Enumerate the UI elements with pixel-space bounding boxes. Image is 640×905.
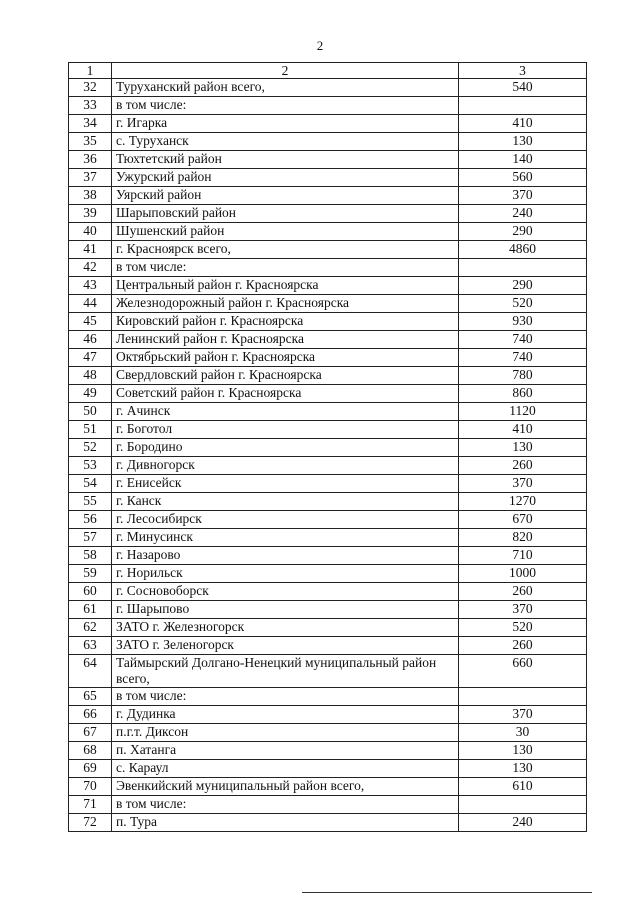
row-name-cell: г. Ачинск [112,403,459,421]
row-name-cell: г. Норильск [112,565,459,583]
row-number-cell: 35 [69,133,112,151]
row-number-cell: 36 [69,151,112,169]
table-row [69,403,587,421]
table-row [69,706,587,724]
table-row [69,637,587,655]
table-row [69,724,587,742]
row-value-cell: 370 [459,475,587,493]
table-row [69,565,587,583]
row-value-cell: 130 [459,760,587,778]
row-name-cell: Тюхтетский район [112,151,459,169]
row-value-cell: 520 [459,619,587,637]
row-number-cell: 72 [69,814,112,832]
row-name-cell: с. Туруханск [112,133,459,151]
table-row [69,151,587,169]
row-name-cell: п.г.т. Диксон [112,724,459,742]
table-row [69,115,587,133]
row-value-cell: 130 [459,439,587,457]
row-number-cell: 48 [69,367,112,385]
row-number-cell: 46 [69,331,112,349]
row-number-cell: 41 [69,241,112,259]
row-name-cell: Таймырский Долгано-Ненецкий муниципальный район всего, [112,655,459,688]
row-number-cell: 60 [69,583,112,601]
table-row [69,547,587,565]
row-number-cell: 55 [69,493,112,511]
row-name-cell: в том числе: [112,259,459,277]
table-row [69,760,587,778]
row-number-cell: 62 [69,619,112,637]
row-value-cell: 710 [459,547,587,565]
table-row [69,529,587,547]
table-row [69,385,587,403]
row-name-cell: Уярский район [112,187,459,205]
row-number-cell: 32 [69,79,112,97]
table-row [69,133,587,151]
row-number-cell: 68 [69,742,112,760]
row-name-cell: с. Караул [112,760,459,778]
row-name-cell: Кировский район г. Красноярска [112,313,459,331]
row-value-cell: 780 [459,367,587,385]
page-number: 2 [316,38,324,53]
table-row [69,241,587,259]
row-number-cell: 66 [69,706,112,724]
row-number-cell: 70 [69,778,112,796]
row-name-cell: г. Дудинка [112,706,459,724]
row-value-cell: 660 [459,655,587,688]
row-number-cell: 34 [69,115,112,133]
row-value-cell [459,796,587,814]
table-row [69,367,587,385]
row-value-cell: 260 [459,457,587,475]
row-number-cell: 69 [69,760,112,778]
row-value-cell: 740 [459,331,587,349]
row-value-cell [459,259,587,277]
header-cell-number: 1 [69,63,112,79]
row-value-cell: 930 [459,313,587,331]
row-value-cell: 370 [459,706,587,724]
row-number-cell: 52 [69,439,112,457]
table-row [69,457,587,475]
row-name-cell: Ленинский район г. Красноярска [112,331,459,349]
table-row [69,814,587,832]
row-number-cell: 43 [69,277,112,295]
row-number-cell: 38 [69,187,112,205]
table-row [69,331,587,349]
row-name-cell: Советский район г. Красноярска [112,385,459,403]
row-name-cell: Шарыповский район [112,205,459,223]
row-name-cell: Железнодорожный район г. Красноярска [112,295,459,313]
table-row [69,655,587,688]
row-name-cell: Туруханский район всего, [112,79,459,97]
row-value-cell: 240 [459,814,587,832]
row-name-cell: г. Канск [112,493,459,511]
table-row [69,778,587,796]
row-name-cell: Шушенский район [112,223,459,241]
row-name-cell: ЗАТО г. Железногорск [112,619,459,637]
row-number-cell: 59 [69,565,112,583]
table-row [69,349,587,367]
table-row [69,619,587,637]
row-value-cell: 670 [459,511,587,529]
table-row [69,688,587,706]
row-value-cell: 130 [459,742,587,760]
row-value-cell: 860 [459,385,587,403]
table-row [69,223,587,241]
row-number-cell: 47 [69,349,112,367]
row-name-cell: ЗАТО г. Зеленогорск [112,637,459,655]
header-cell-value: 3 [459,63,587,79]
row-value-cell [459,97,587,115]
row-number-cell: 63 [69,637,112,655]
row-number-cell: 49 [69,385,112,403]
table-row [69,493,587,511]
row-value-cell: 410 [459,115,587,133]
row-name-cell: г. Боготол [112,421,459,439]
row-value-cell: 520 [459,295,587,313]
row-name-cell: Ужурский район [112,169,459,187]
row-number-cell: 67 [69,724,112,742]
table-row [69,796,587,814]
table-row [69,259,587,277]
table-body [69,63,587,832]
row-number-cell: 65 [69,688,112,706]
footer-rule [302,892,592,893]
row-name-cell: г. Назарово [112,547,459,565]
row-value-cell: 740 [459,349,587,367]
row-name-cell: г. Лесосибирск [112,511,459,529]
row-value-cell: 140 [459,151,587,169]
row-name-cell: п. Хатанга [112,742,459,760]
row-value-cell: 290 [459,277,587,295]
row-value-cell: 240 [459,205,587,223]
row-value-cell: 4860 [459,241,587,259]
row-value-cell: 610 [459,778,587,796]
row-value-cell: 370 [459,187,587,205]
table-row [69,295,587,313]
row-number-cell: 58 [69,547,112,565]
row-name-cell: г. Сосновоборск [112,583,459,601]
row-name-cell: в том числе: [112,97,459,115]
table-header-row [69,63,587,79]
table-row [69,511,587,529]
row-number-cell: 44 [69,295,112,313]
row-name-cell: Октябрьский район г. Красноярска [112,349,459,367]
row-name-cell: г. Игарка [112,115,459,133]
table-row [69,439,587,457]
row-number-cell: 42 [69,259,112,277]
table-row [69,421,587,439]
row-value-cell: 1120 [459,403,587,421]
row-number-cell: 51 [69,421,112,439]
row-number-cell: 45 [69,313,112,331]
row-number-cell: 71 [69,796,112,814]
row-number-cell: 53 [69,457,112,475]
row-number-cell: 64 [69,655,112,688]
table-row [69,313,587,331]
table-row [69,277,587,295]
row-value-cell: 540 [459,79,587,97]
row-number-cell: 50 [69,403,112,421]
row-name-cell: г. Шарыпово [112,601,459,619]
row-number-cell: 54 [69,475,112,493]
row-value-cell: 820 [459,529,587,547]
row-number-cell: 39 [69,205,112,223]
table-row [69,187,587,205]
row-value-cell: 260 [459,637,587,655]
row-value-cell: 410 [459,421,587,439]
row-value-cell [459,688,587,706]
row-name-cell: в том числе: [112,688,459,706]
row-number-cell: 56 [69,511,112,529]
table-row [69,742,587,760]
row-name-cell: в том числе: [112,796,459,814]
row-name-cell: Эвенкийский муниципальный район всего, [112,778,459,796]
row-value-cell: 30 [459,724,587,742]
row-name-cell: Свердловский район г. Красноярска [112,367,459,385]
row-number-cell: 33 [69,97,112,115]
row-value-cell: 560 [459,169,587,187]
table-row [69,169,587,187]
table-row [69,601,587,619]
row-number-cell: 61 [69,601,112,619]
table-row [69,475,587,493]
row-name-cell: г. Енисейск [112,475,459,493]
table-row [69,205,587,223]
row-number-cell: 37 [69,169,112,187]
row-name-cell: г. Красноярск всего, [112,241,459,259]
row-value-cell: 370 [459,601,587,619]
table-row [69,79,587,97]
row-value-cell: 290 [459,223,587,241]
row-number-cell: 57 [69,529,112,547]
row-value-cell: 260 [459,583,587,601]
table-row [69,583,587,601]
row-name-cell: г. Бородино [112,439,459,457]
row-name-cell: Центральный район г. Красноярска [112,277,459,295]
header-cell-name: 2 [112,63,459,79]
row-number-cell: 40 [69,223,112,241]
table-row [69,97,587,115]
row-value-cell: 1270 [459,493,587,511]
row-value-cell: 1000 [459,565,587,583]
row-name-cell: п. Тура [112,814,459,832]
row-name-cell: г. Дивногорск [112,457,459,475]
distribution-table [68,62,587,832]
row-name-cell: г. Минусинск [112,529,459,547]
row-value-cell: 130 [459,133,587,151]
